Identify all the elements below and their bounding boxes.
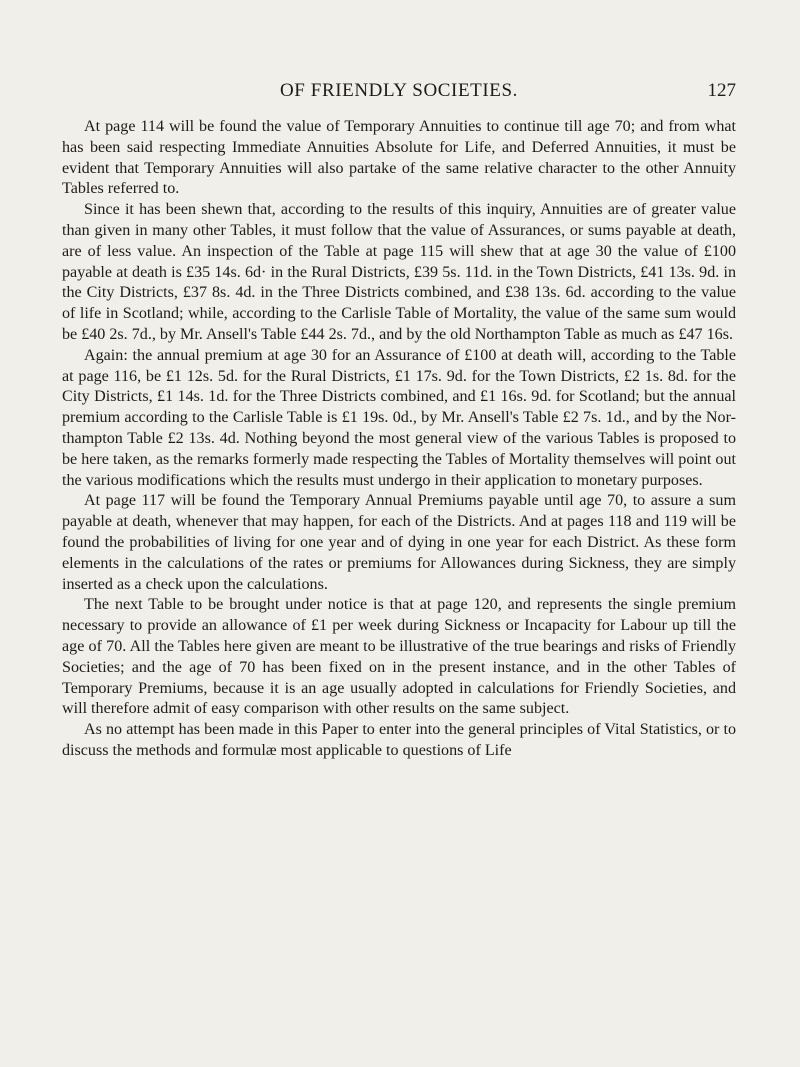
paragraph-assurance-values: Since it has been shewn that, according to the results of this inquiry, Annuities are of greater value than given in many other Tables, it must follow that the value of Assurances, or sums payable at death, are of less value. An inspection of the Table at page 115 will shew that at age 30 the value of £100 payable at death is £35 14s. 6d· in the Rural Districts, £39 5s. 11d. in the Town Districts, £41 13s. 9d. in the City Districts, £37 8s. 4d. in the Three Districts combined, and £38 13s. 6d. according to the value of life in Scotland; while, according to the Carlisle Table of Mortality, the value of the same sum would be £40 2s. 7d., by Mr. Ansell's Table £44 2s. 7d., and by the old Northampton Table as much as £47 16s. (62, 201, 736, 343)
paragraph-temporary-premiums: At page 117 will be found the Temporary Annual Premiums payable until age 70, to assure a sum payable at death, whenever that may happen, for each of the Districts. And at pages 118 and 119 will be found the probabilities of living for one year and of dying in one year for each District. As these form elements in the calculations of the rates or premiums for Allowances during Sickness, they are simply inserted as a check upon the calculations. (62, 492, 736, 593)
paragraph-annual-premiums: Again: the annual premium at age 30 for an Assurance of £100 at death will, according to the Table at page 116, be £1 12s. 5d. for the Rural Districts, £1 17s. 9d. for the Town Districts, £2 1s. 8d. for the City Districts, £1 14s. 1d. for the Three Districts combined, and £1 16s. 9d. for Scotland; but the annual premium according to the Carlisle Table is £1 19s. 0d., by Mr. Ansell's Table £2 7s. 1d., and by the Nor-thampton Table £2 13s. 4d. Nothing beyond the most general view of the various Tables is proposed to be here taken, as the remarks formerly made respecting the Tables of Mortality themselves will point out the various modifications which the results must undergo in their application to monetary purposes. (62, 346, 736, 489)
page-number: 127 (707, 80, 736, 101)
running-head (62, 80, 736, 104)
paragraph-temporary-annuities: At page 114 will be found the value of Temporary Annuities to continue till age 70; and from what has been said respecting Immediate Annuities Absolute for Life, and Deferred Annuities, it must be evident that Temporary Annuities will also partake of the same relative character to the other Annuity Tables referred to. (62, 118, 736, 198)
paragraph-sickness-allowance: The next Table to be brought under notice is that at page 120, and represents the single premium necessary to provide an allowance of £1 per week during Sickness or Incapacity for Labour up till the age of 70. All the Tables here given are meant to be illustrative of the true bearings and risks of Friendly Societies; and the age of 70 has been fixed on in the present instance, and in the other Tables of Temporary Premiums, because it is an age usually adopted in calculations for Friendly Societies, and will therefore admit of easy comparison with other results on the same subject. (62, 596, 736, 718)
paragraph-vital-statistics: As no attempt has been made in this Paper to enter into the general principles of Vital Statistics, or to discuss the methods and formulæ most applicable to questions of Life (62, 721, 736, 759)
body-text (62, 117, 736, 762)
running-title: OF FRIENDLY SOCIETIES. (279, 80, 519, 101)
